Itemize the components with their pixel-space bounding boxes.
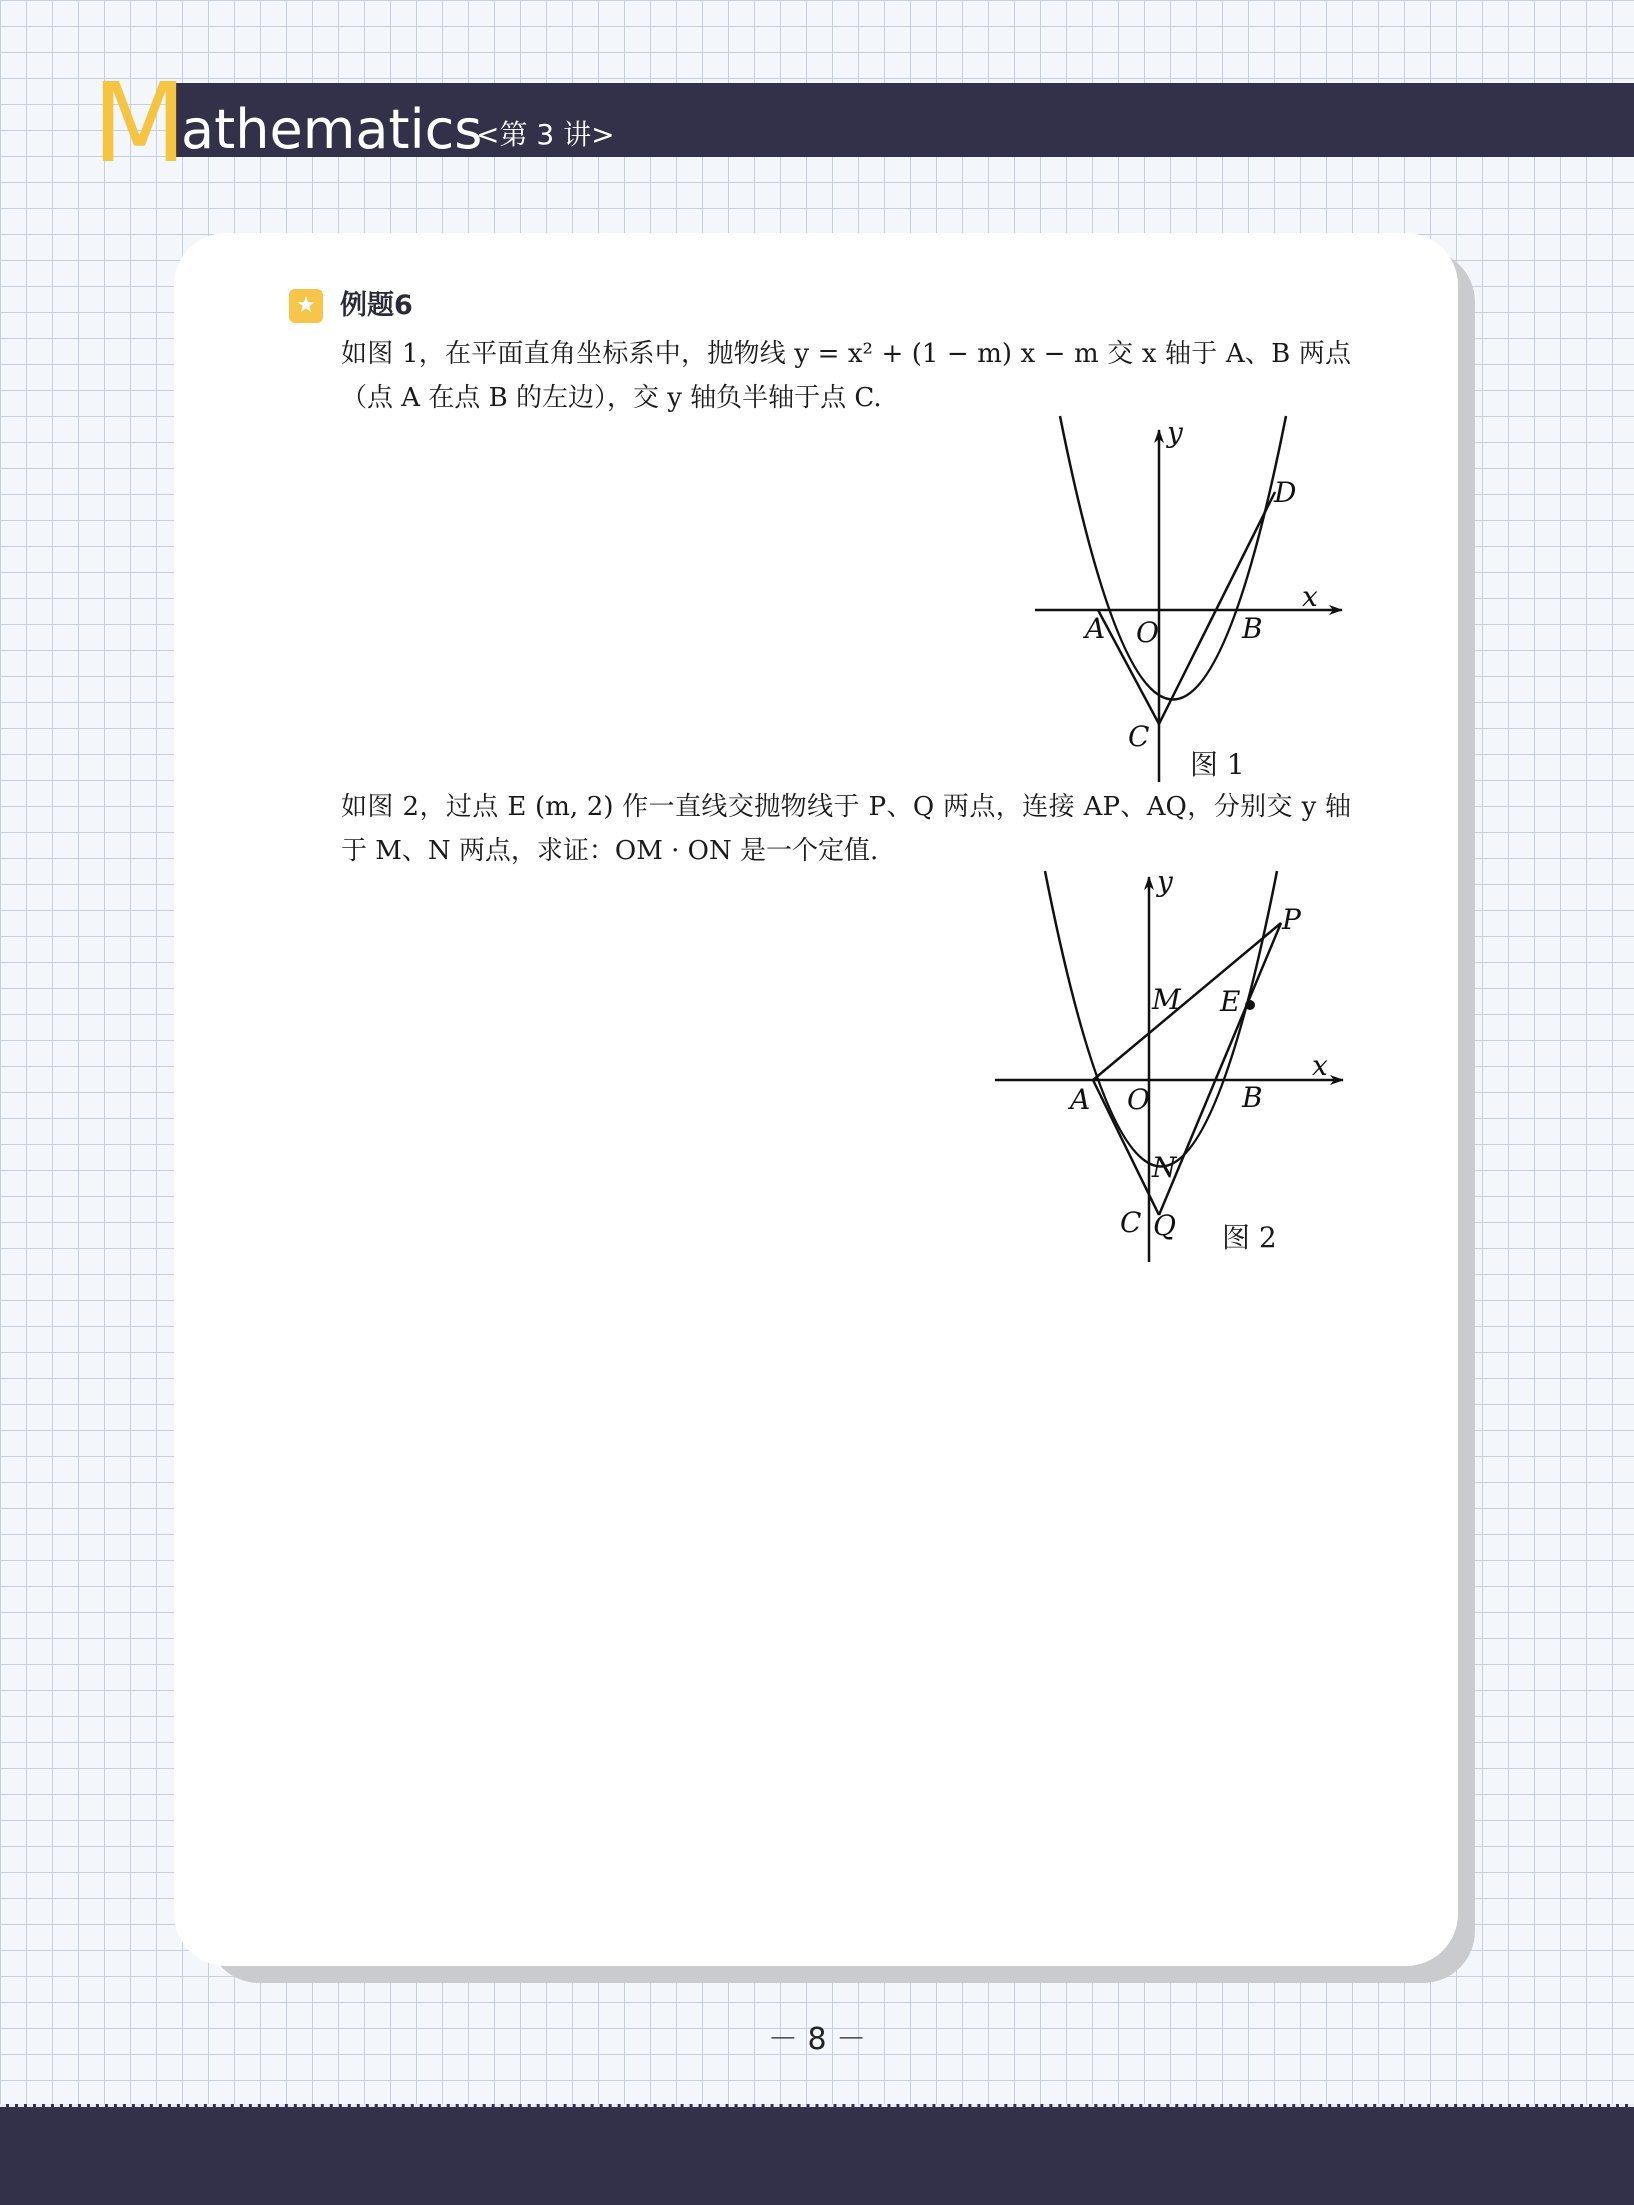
label-x: x bbox=[1302, 580, 1318, 613]
label-b: B bbox=[1242, 1081, 1263, 1114]
label-c: C bbox=[1128, 720, 1150, 753]
label-o: O bbox=[1136, 616, 1159, 649]
title-initial: M bbox=[92, 59, 183, 187]
page-number: － 8 － bbox=[767, 2022, 867, 2057]
label-q: Q bbox=[1153, 1209, 1176, 1242]
title-text: athematics bbox=[181, 98, 483, 161]
label-x: x bbox=[1312, 1049, 1328, 1082]
label-b: B bbox=[1242, 612, 1263, 645]
footer-bar bbox=[0, 2104, 1634, 2205]
label-o: O bbox=[1127, 1083, 1150, 1116]
figure-1 bbox=[1030, 410, 1350, 790]
problem-paragraph-2: 如图 2，过点 E (m, 2) 作一直线交抛物线于 P、Q 两点，连接 AP、AQ，分别交 y 轴于 M、N 两点，求证：OM · ON 是一个定值. bbox=[341, 792, 1351, 866]
parabola bbox=[1060, 416, 1286, 700]
example-title: 例题6 bbox=[340, 290, 413, 321]
figure-2 bbox=[990, 865, 1350, 1275]
figure-2-caption: 图 2 bbox=[1222, 1221, 1277, 1254]
label-p: P bbox=[1282, 903, 1301, 936]
segment-pq bbox=[1159, 923, 1281, 1215]
label-e: E bbox=[1220, 985, 1241, 1018]
lesson-label: <第 3 讲> bbox=[476, 118, 615, 151]
star-icon: ★ bbox=[289, 289, 323, 323]
problem-paragraph-1: 如图 1，在平面直角坐标系中，抛物线 y = x² + (1 − m) x − m 交 x 轴于 A、B 两点（点 A 在点 B 的左边），交 y 轴负半轴于点 C. bbox=[341, 339, 1351, 413]
label-n: N bbox=[1152, 1151, 1177, 1184]
label-y: y bbox=[1167, 416, 1183, 449]
point-e bbox=[1245, 1000, 1255, 1010]
label-y: y bbox=[1157, 865, 1173, 898]
label-a: A bbox=[1070, 1083, 1091, 1116]
label-m: M bbox=[1152, 983, 1181, 1016]
label-c: C bbox=[1120, 1206, 1142, 1239]
figure-1-caption: 图 1 bbox=[1190, 748, 1245, 781]
label-d: D bbox=[1274, 476, 1297, 509]
label-a: A bbox=[1085, 612, 1106, 645]
segment-cd bbox=[1159, 492, 1275, 724]
